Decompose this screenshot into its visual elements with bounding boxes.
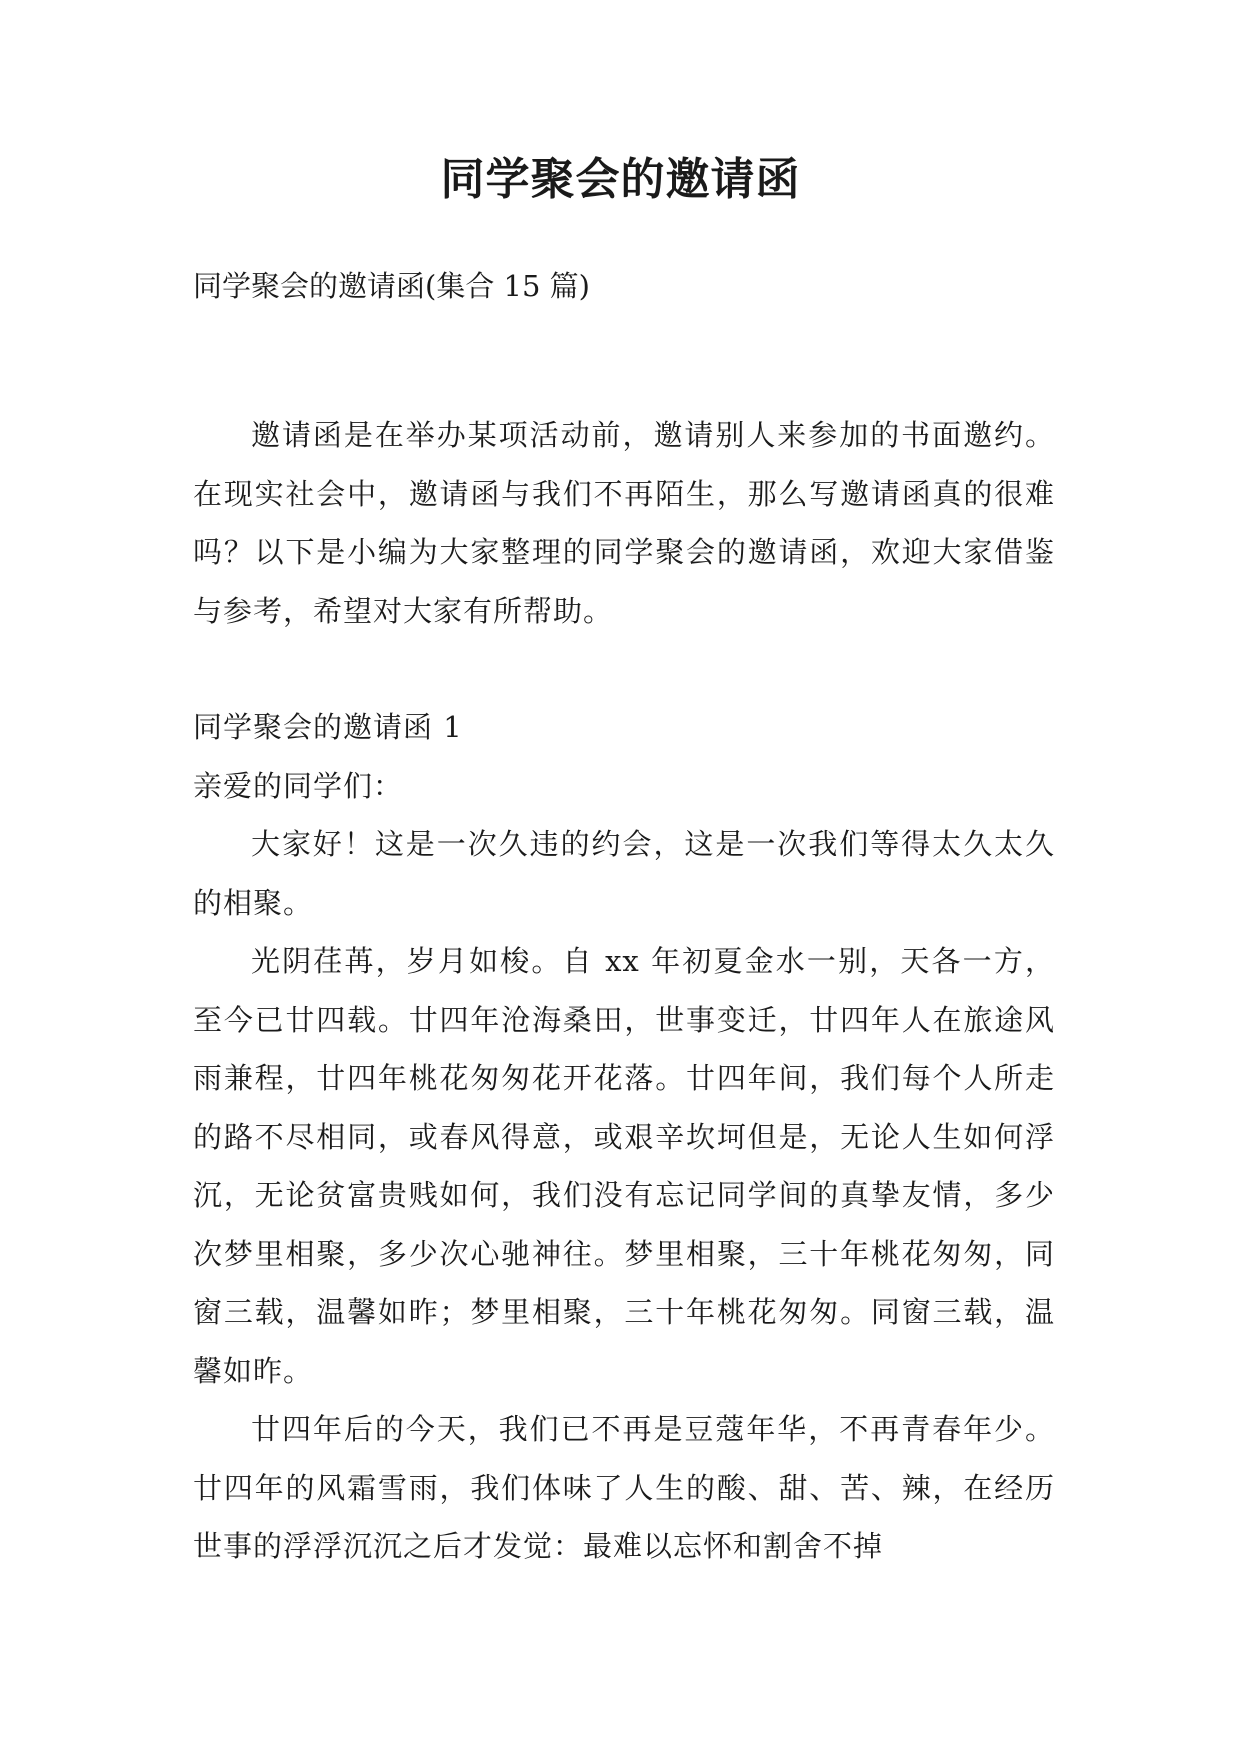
body-paragraph: 大家好！这是一次久违的约会，这是一次我们等得太久太久的相聚。 (193, 827, 1055, 920)
document-title: 同学聚会的邀请函 (440, 154, 801, 205)
intro-paragraph: 邀请函是在举办某项活动前，邀请别人来参加的书面邀约。在现实社会中，邀请函与我们不再陌生，那么写邀请函真的很难吗？以下是小编为大家整理的同学聚会的邀请函，欢迎大家借鉴与参考，希望对大家有所帮助。 (193, 418, 1055, 628)
salutation: 亲爱的同学们： (193, 768, 404, 803)
body-paragraph: 廿四年后的今天，我们已不再是豆蔻年华，不再青春年少。廿四年的风霜雪雨，我们体味了人生的酸、甜、苦、辣，在经历世事的浮浮沉沉之后才发觉：最难以忘怀和割舍不掉 (193, 1412, 1055, 1563)
body-paragraph: 光阴荏苒，岁月如梭。自 xx 年初夏金水一别，天各一方，至今已廿四载。廿四年沧海桑田，世事变迁，廿四年人在旅途风雨兼程，廿四年桃花匆匆花开花落。廿四年间，我们每个人所走的路不尽相同，或春风得意，或艰辛坎坷但是，无论人生如何浮沉，无论贫富贵贱如何，我们没有忘记同学间的真挚友情，多少次梦里相聚，多少次心驰神往。梦里相聚，三十年桃花匆匆，同窗三载，温馨如昨；梦里相聚，三十年桃花匆匆。同窗三载，温馨如昨。 (193, 944, 1055, 1388)
document-subtitle: 同学聚会的邀请函(集合 15 篇) (193, 269, 590, 303)
document-body (193, 406, 1055, 1576)
spacer (193, 640, 1055, 698)
section-heading: 同学聚会的邀请函 1 (193, 710, 463, 744)
